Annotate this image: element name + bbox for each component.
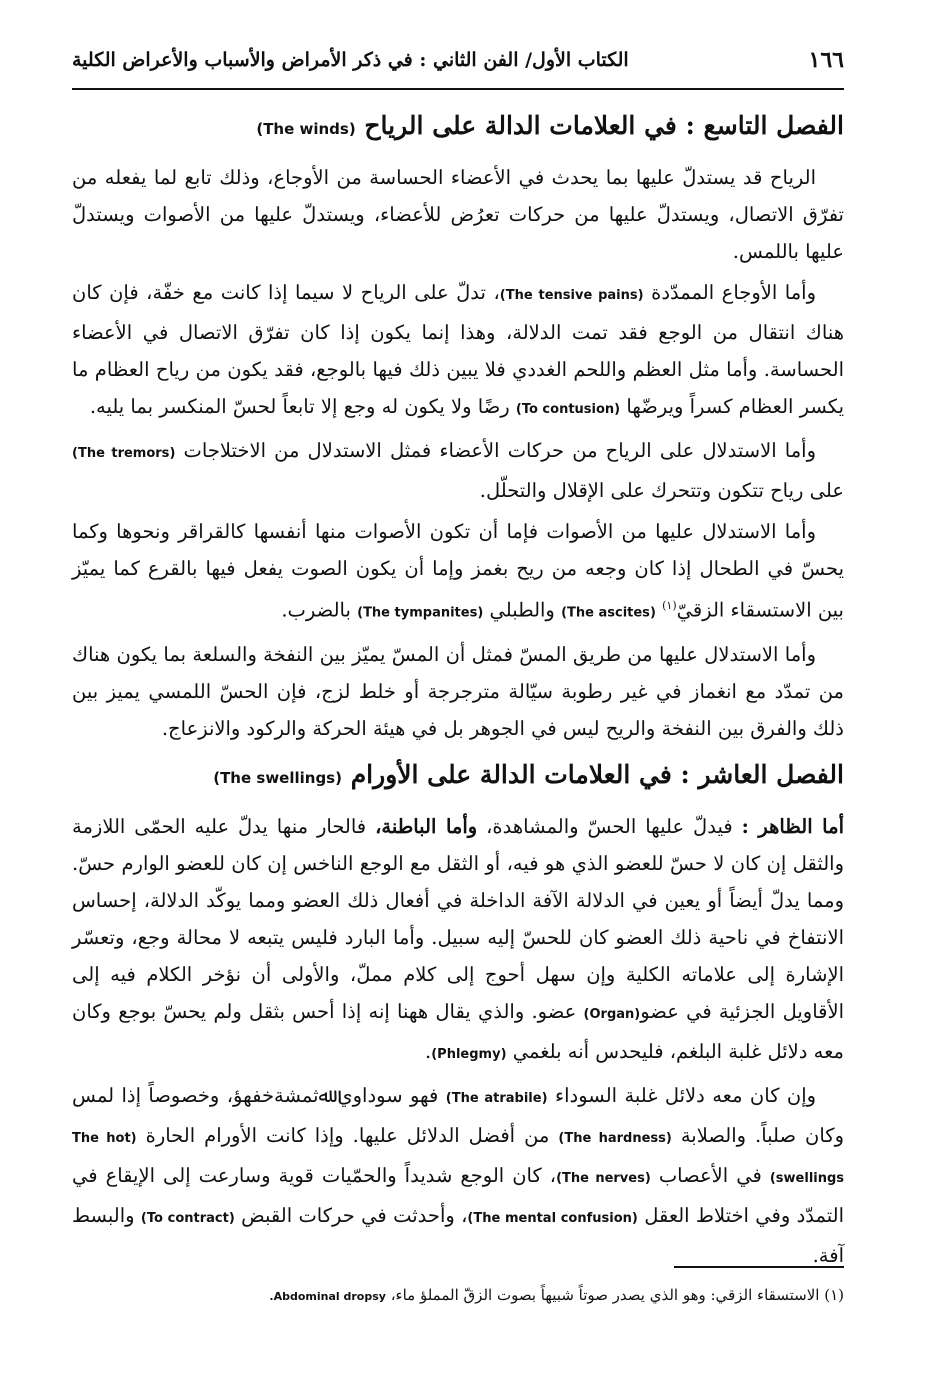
section-title-english: (The swellings) xyxy=(213,768,342,787)
english-term: (The tremors) xyxy=(72,446,176,461)
text-run: رضًا ولا يكون له وجع إلا تابعاً لحسّ المنكسر بما يليه. xyxy=(89,395,510,418)
english-term: (The hardness) xyxy=(558,1130,672,1146)
text-run: على رياح تتكون وتتحرك على الإقلال والتحلّل. xyxy=(479,479,844,502)
bold-term: وأما الباطنة، xyxy=(375,814,478,838)
english-term: (Phlegmy) xyxy=(431,1046,507,1062)
page-body xyxy=(72,104,844,1278)
english-term: (The mental confusion) xyxy=(467,1210,638,1226)
footnote-text: الاستسقاء الزقي: وهو الذي يصدر صوتاً شبيهاً بصوت الزقّ المملؤ ماء، xyxy=(390,1286,820,1304)
english-term: (The tympanites) xyxy=(357,605,484,621)
section-heading-winds xyxy=(72,104,844,151)
english-term: (The ascites) xyxy=(561,605,656,621)
text-run: وأما الاستدلال عليها من الأصوات فإما أن تكون الأصوات منها أنفسها كالقراقر ونحوها وكما يحسّ في الطحال إذا كان وجعه من ريح بغمز وإما أن يكون الصوت يفعل فيها بالقرع كما يميّز بين الاستسقاء الزقيّ xyxy=(72,520,844,622)
footnote xyxy=(72,1282,844,1310)
english-term: (To contract) xyxy=(140,1210,235,1226)
text-run: في الأعصاب xyxy=(658,1163,762,1187)
paragraph: وأما الاستدلال عليها من طريق المسّ فمثل أن المسّ يميّز بين النفخة والسلعة بما يكون هناك من تمدّد مع انغماز في غير رطوبة سيّالة مترجرجة أو خلط لزج، فإن الحسّ اللمسي يميز بين ذلك والفرق بين النفخة والريح ليس في الجوهر بل في هيئة الحركة والركود والانزعاج. xyxy=(72,642,844,740)
text-run: ، وأحدثت في حركات القبض xyxy=(241,1203,468,1227)
footnote-number: (١) xyxy=(824,1286,844,1304)
paragraph xyxy=(72,1077,844,1274)
text-run: بالضرب. xyxy=(281,598,351,622)
text-run: فالحار منها يدلّ عليه الحمّى اللازمة والثقل إن كان لا حسّ للعضو الذي هو فيه، أو الثقل مع الوجع الناخس إن كان للعضو الوارم حسّ. ومما يدلّ أيضاً أو يعين في الدلالة الآفة الداخلة في أفعال ذلك العضو ومما يوكّد الدلالة، إحساس الانتفاخ في ناحية ذلك العضو كان للحسّ إليه سبيل. وأما البارد فليس يتبعه لا محالة وجع، وتعسّر الإشارة إلى علاماته الكلية وإن سهل أحوج إلى كلام مملّ، والأولى أن نؤخر الكلام فيه إلى الأقاويل الجزئية في عضو xyxy=(72,814,844,1023)
text-run: عضو. والذي يقال ههنا إنه إذا أحس بثقل ولم يحسّ بوجع وكان معه دلائل غلبة البلغم، فليحدس أنه بلغمي xyxy=(72,999,844,1063)
english-term: (The hot swellings) xyxy=(72,1130,845,1186)
paragraph xyxy=(72,432,844,509)
text-run: فهو سوداوي ﷲثمشةخفهؤ، وخصوصاً إذا لمس وكان صلباً. والصلابة xyxy=(72,1083,845,1147)
paragraph xyxy=(72,808,844,1073)
paragraph xyxy=(72,513,844,632)
header-divider xyxy=(72,88,844,90)
section-title-english: (The winds) xyxy=(256,120,356,138)
text-run: ، تدلّ على الرياح لا سيما إذا كانت مع خفّة، فإن كان هناك انتقال من الوجع فقد تمت الدلالة، وهذا إنما يكون إذا كان تفرّق الاتصال في الأعضاء الحساسة. وأما مثل العظم واللحم الغددي فلا يبين ذلك فيها بالوجع، فقد يكون من رياح العظام ما يكسر العظام كسراً ويرضّها xyxy=(72,281,844,418)
english-term: (The atrabile) xyxy=(445,1090,548,1106)
text-run: ، كان الوجع شديداً والحمّيات قوية وسارعت إلى الإيقاع في التمدّد وفي اختلاط العقل xyxy=(72,1163,845,1227)
page-header xyxy=(72,38,844,82)
page-number: ١٦٦ xyxy=(808,47,844,73)
text-run: من أفضل الدلائل عليها. وإذا كانت الأورام الحارة xyxy=(145,1123,550,1147)
text-run: فيدلّ عليها الحسّ والمشاهدة، xyxy=(486,814,733,838)
section-title: الفصل التاسع : في العلامات الدالة على الرياح xyxy=(364,111,844,140)
bold-term: أما الظاهر : xyxy=(741,814,844,838)
paragraph: الرياح قد يستدلّ عليها بما يحدث في الأعضاء الحساسة من الأوجاع، وذلك تابع لما يفعله من تفرّق الاتصال، ويستدلّ عليها من حركات تعرُض للأعضاء، ويستدلّ عليها من الأصوات ويستدلّ عليها باللمس. xyxy=(72,166,844,263)
section-title: الفصل العاشر : في العلامات الدالة على الأورام xyxy=(350,759,844,789)
text-run: وإن كان معه دلائل غلبة السوداء xyxy=(554,1083,817,1107)
text-run: وأما الاستدلال على الرياح من حركات الأعضاء فمثل الاستدلال من الاختلاجات xyxy=(183,439,816,462)
english-term: (The nerves) xyxy=(556,1170,651,1186)
english-term: (The tensive pains) xyxy=(499,288,644,303)
footnote-divider xyxy=(674,1266,844,1268)
text-run: والبسط آفة. xyxy=(72,1203,844,1267)
text-run: . xyxy=(425,1039,432,1063)
section-heading-swellings xyxy=(72,753,844,800)
footnote-english-term: Abdominal dropsy. xyxy=(269,1290,386,1303)
footnote-marker: (١) xyxy=(662,599,677,612)
text-run: والطبلي xyxy=(489,598,555,622)
english-term: (Organ) xyxy=(583,1006,641,1022)
paragraph xyxy=(72,274,844,428)
running-title: الكتاب الأول/ الفن الثاني : في ذكر الأمراض والأسباب والأعراض الكلية xyxy=(72,49,629,71)
text-run: وأما الأوجاع الممدّدة xyxy=(651,281,817,304)
english-term: (To contusion) xyxy=(515,402,621,417)
